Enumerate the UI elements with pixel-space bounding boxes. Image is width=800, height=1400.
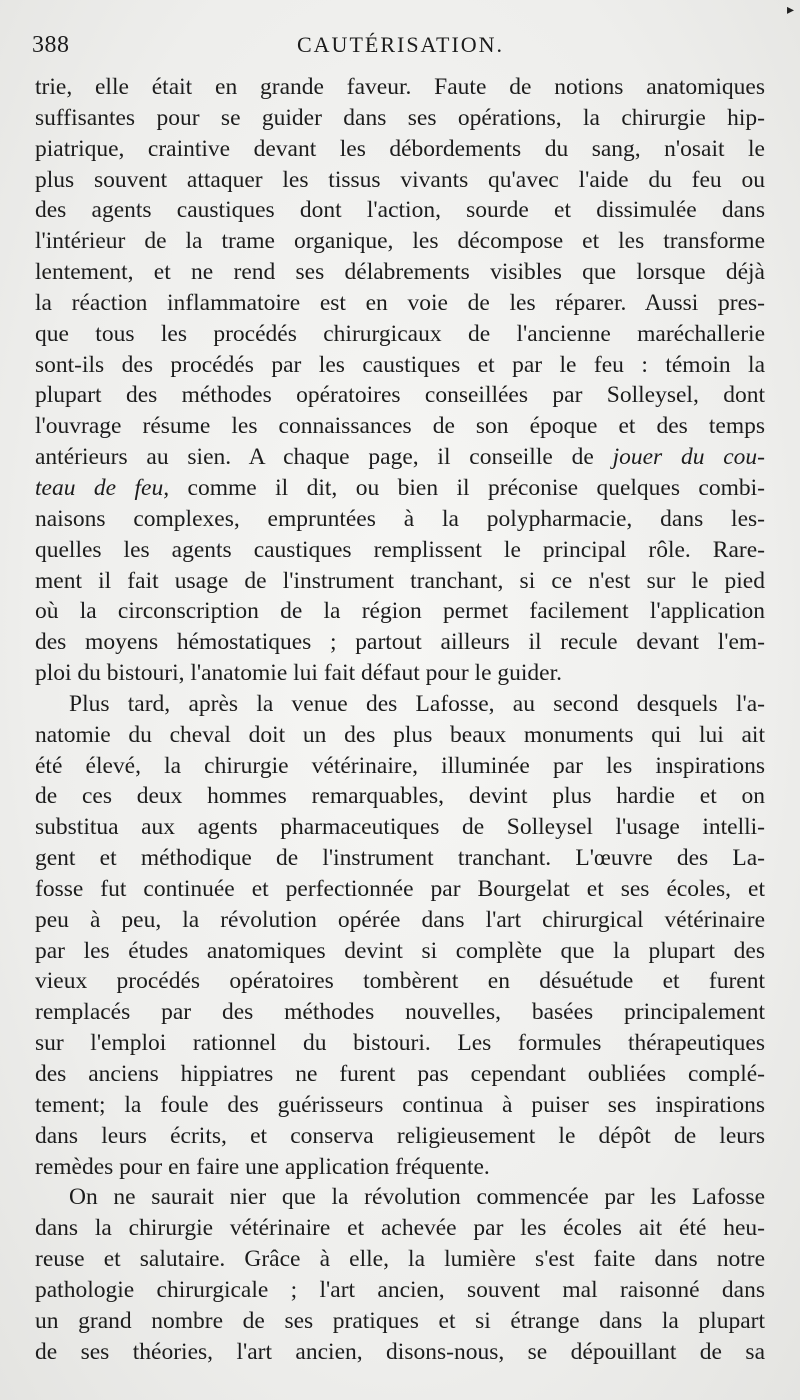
text-line: quelles les agents caustiques remplissent le principal rôle. Rare-: [35, 536, 765, 563]
text-line: naisons complexes, empruntées à la polypharmacie, dans les-: [35, 505, 765, 532]
text-line: remplacés par des méthodes nouvelles, basées principalement: [35, 999, 765, 1026]
text-line: des agents caustiques dont l'action, sourde et dissimulée dans: [35, 197, 765, 224]
text-line: substitua aux agents pharmaceutiques de Solleysel l'usage intelli-: [35, 814, 765, 841]
text-line: reuse et salutaire. Grâce à elle, la lumière s'est faite dans notre: [35, 1246, 765, 1273]
running-title: CAUTÉRISATION.: [297, 32, 505, 57]
text-line: par les études anatomiques devint si complète que la plupart des: [35, 937, 765, 964]
body-text: [35, 72, 765, 1367]
text-line: sur l'emploi rationnel du bistouri. Les formules thérapeutiques: [35, 1030, 765, 1057]
text-line: fosse fut continuée et perfectionnée par Bourgelat et ses écoles, et: [35, 875, 765, 902]
text-line: où la circonscription de la région permet facilement l'application: [35, 598, 765, 625]
text-line: dans leurs écrits, et conserva religieusement le dépôt de leurs: [35, 1122, 765, 1149]
text-line: l'intérieur de la trame organique, les décompose et les transforme: [35, 228, 765, 255]
text-line: des anciens hippiatres ne furent pas cependant oubliées complé-: [35, 1061, 765, 1087]
text-line-mixed: [35, 442, 765, 473]
text-line: plus souvent attaquer les tissus vivants qu'avec l'aide du feu ou: [35, 166, 765, 193]
text-fragment: comme il dit, ou bien il préconise quelques combi-: [187, 474, 765, 501]
paragraph-start: Plus tard, après la venue des Lafosse, au second desquels l'a-: [69, 690, 765, 717]
corner-mark: ▸: [786, 2, 794, 18]
text-line-mixed: [35, 473, 765, 504]
text-line: pathologie chirurgicale ; l'art ancien, souvent mal raisonné dans: [35, 1276, 765, 1303]
text-line: lentement, et ne rend ses délabrements visibles que lorsque déjà: [35, 259, 765, 286]
italic-phrase: jouer du cou-: [612, 444, 765, 471]
text-line: de ces deux hommes remarquables, devint plus hardie et on: [35, 783, 765, 810]
text-line: ploi du bistouri, l'anatomie lui fait défaut pour le guider.: [35, 660, 562, 687]
text-line: que tous les procédés chirurgicaux de l'ancienne maréchallerie: [35, 320, 765, 347]
text-line: des moyens hémostatiques ; partout ailleurs il recule devant l'em-: [35, 629, 765, 656]
text-line: natomie du cheval doit un des plus beaux monuments qui lui ait: [35, 721, 765, 748]
text-line: un grand nombre de ses pratiques et si étrange dans la plupart: [35, 1307, 765, 1334]
page-number: 388: [32, 32, 70, 58]
text-line: de ses théories, l'art ancien, disons-nous, se dépouillant de sa: [35, 1338, 765, 1365]
text-line: la réaction inflammatoire est en voie de les réparer. Aussi pres-: [35, 289, 765, 316]
page-header: [32, 32, 772, 64]
italic-phrase: teau de feu,: [35, 474, 170, 501]
text-line: l'ouvrage résume les connaissances de son époque et des temps: [35, 413, 765, 440]
text-line: sont-ils des procédés par les caustiques et par le feu : témoin la: [35, 351, 765, 378]
text-line: tement; la foule des guérisseurs continua à puiser ses inspirations: [35, 1091, 765, 1118]
text-line: trie, elle était en grande faveur. Faute de notions anatomiques: [35, 74, 765, 100]
text-line: remèdes pour en faire une application fréquente.: [35, 1153, 490, 1180]
text-line: plupart des méthodes opératoires conseillées par Solleysel, dont: [35, 382, 765, 409]
text-line: piatrique, craintive devant les débordements du sang, n'osait le: [35, 135, 765, 162]
text-line: ment il fait usage de l'instrument tranchant, si ce n'est sur le pied: [35, 567, 765, 594]
text-line: vieux procédés opératoires tombèrent en désuétude et furent: [35, 968, 765, 995]
text-fragment: antérieurs au sien. A chaque page, il conseille de: [35, 444, 594, 471]
text-line: peu à peu, la révolution opérée dans l'art chirurgical vétérinaire: [35, 906, 765, 933]
text-line: gent et méthodique de l'instrument tranchant. L'œuvre des La-: [35, 845, 765, 872]
text-line: suffisantes pour se guider dans ses opérations, la chirurgie hip-: [35, 104, 765, 131]
text-line: dans la chirurgie vétérinaire et achevée par les écoles ait été heu-: [35, 1215, 765, 1242]
paragraph-start: On ne saurait nier que la révolution commencée par les Lafosse: [69, 1184, 765, 1211]
text-line: été élevé, la chirurgie vétérinaire, illuminée par les inspirations: [35, 752, 765, 779]
